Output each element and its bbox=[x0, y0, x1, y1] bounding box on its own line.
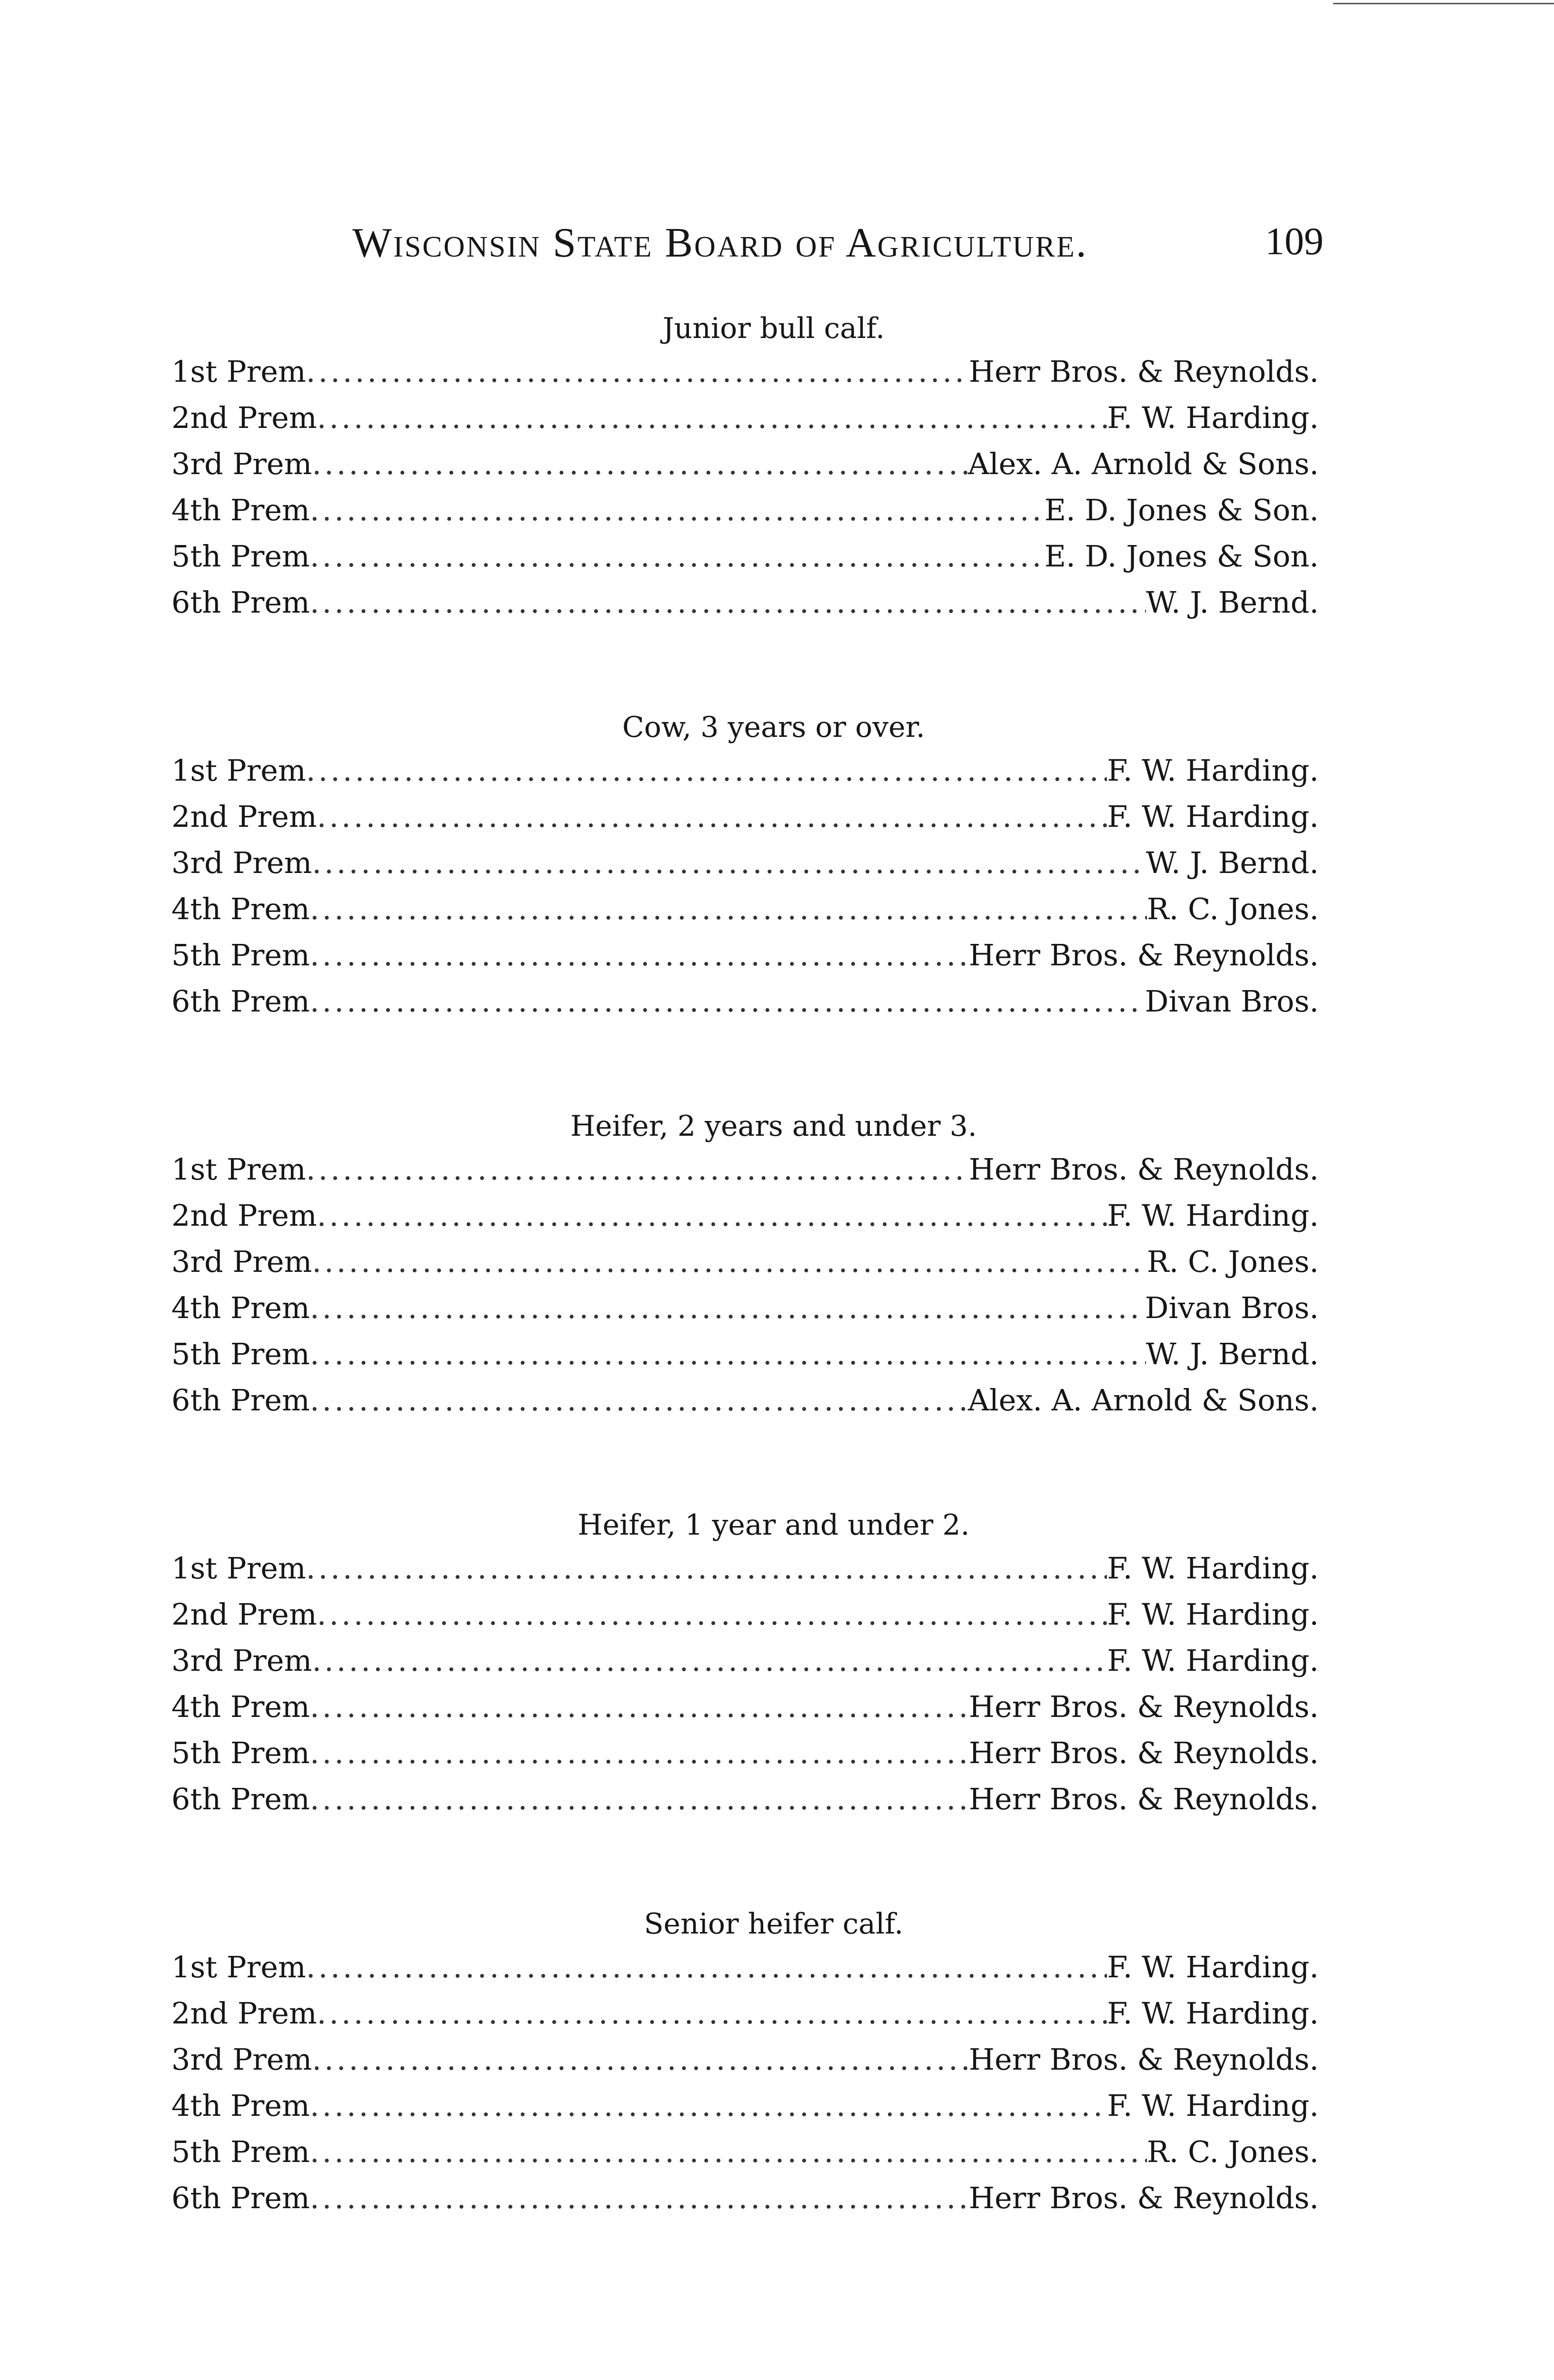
premium-winner: F. W. Harding. bbox=[1107, 753, 1319, 788]
premium-winner: E. D. Jones & Son. bbox=[1044, 539, 1319, 574]
premium-winner: R. C. Jones. bbox=[1146, 892, 1319, 926]
dot-leader bbox=[312, 441, 968, 487]
premium-place: 1st Prem bbox=[171, 753, 306, 788]
dot-leader bbox=[310, 2129, 1147, 2175]
premium-place: 2nd Prem bbox=[171, 799, 317, 834]
dot-leader bbox=[312, 1637, 1107, 1684]
section-heading: Heifer, 2 years and under 3. bbox=[570, 1110, 977, 1143]
premium-place: 3rd Prem bbox=[171, 845, 312, 880]
premium-winner: F. W. Harding. bbox=[1107, 1643, 1319, 1678]
premium-place: 2nd Prem bbox=[171, 400, 317, 435]
award-entry bbox=[171, 1331, 1319, 1377]
award-entry bbox=[171, 487, 1319, 533]
premium-winner: Herr Bros. & Reynolds. bbox=[968, 2042, 1319, 2077]
award-entry bbox=[171, 886, 1319, 932]
premium-winner: Herr Bros. & Reynolds. bbox=[968, 938, 1319, 972]
premium-place: 2nd Prem bbox=[171, 1996, 317, 2031]
dot-leader bbox=[312, 840, 1146, 886]
award-entry bbox=[171, 793, 1319, 840]
dot-leader bbox=[317, 395, 1107, 441]
premium-winner: F. W. Harding. bbox=[1107, 1597, 1319, 1632]
premium-winner: W. J. Bernd. bbox=[1146, 1337, 1319, 1371]
premium-place: 1st Prem bbox=[171, 1950, 306, 1984]
premium-winner: Divan Bros. bbox=[1145, 1290, 1319, 1325]
award-entry bbox=[171, 978, 1319, 1024]
section-heading: Cow, 3 years or over. bbox=[622, 711, 925, 744]
dot-leader bbox=[310, 932, 969, 978]
award-entry bbox=[171, 1990, 1319, 2036]
dot-leader bbox=[310, 1285, 1145, 1331]
award-entry bbox=[171, 747, 1319, 793]
premium-winner: R. C. Jones. bbox=[1146, 1244, 1319, 1279]
premium-winner: W. J. Bernd. bbox=[1146, 845, 1319, 880]
award-entry bbox=[171, 2129, 1319, 2175]
premium-place: 3rd Prem bbox=[171, 446, 312, 481]
premium-place: 5th Prem bbox=[171, 1735, 310, 1770]
page-number: 109 bbox=[1265, 219, 1324, 263]
award-entry bbox=[171, 1776, 1319, 1822]
dot-leader bbox=[317, 1192, 1107, 1239]
premium-place: 2nd Prem bbox=[171, 1597, 317, 1632]
premium-winner: F. W. Harding. bbox=[1107, 1198, 1319, 1233]
premium-place: 6th Prem bbox=[171, 2181, 310, 2215]
scan-edge-line bbox=[1333, 3, 1554, 4]
premium-winner: Herr Bros. & Reynolds. bbox=[968, 1152, 1319, 1187]
running-head-title: Wisconsin State Board of Agriculture. bbox=[352, 220, 1088, 266]
dot-leader bbox=[306, 348, 969, 395]
award-entry bbox=[171, 1684, 1319, 1730]
dot-leader bbox=[310, 978, 1145, 1024]
premium-place: 4th Prem bbox=[171, 1290, 310, 1325]
dot-leader bbox=[310, 2175, 969, 2221]
premium-place: 6th Prem bbox=[171, 1782, 310, 1816]
award-section bbox=[171, 1106, 1319, 1505]
dot-leader bbox=[306, 1545, 1107, 1591]
award-entry bbox=[171, 1377, 1319, 1423]
award-entry bbox=[171, 1285, 1319, 1331]
premium-place: 5th Prem bbox=[171, 938, 310, 972]
premium-winner: Herr Bros. & Reynolds. bbox=[968, 1735, 1319, 1770]
dot-leader bbox=[310, 1730, 969, 1776]
premium-winner: F. W. Harding. bbox=[1107, 1996, 1319, 2031]
premium-place: 1st Prem bbox=[171, 1152, 306, 1187]
premium-place: 6th Prem bbox=[171, 1383, 310, 1418]
dot-leader bbox=[310, 487, 1045, 533]
dot-leader bbox=[317, 793, 1107, 840]
premium-winner: Herr Bros. & Reynolds. bbox=[968, 1782, 1319, 1816]
premium-place: 5th Prem bbox=[171, 2134, 310, 2169]
dot-leader bbox=[310, 1776, 969, 1822]
dot-leader bbox=[312, 2036, 969, 2082]
premium-place: 4th Prem bbox=[171, 1689, 310, 1724]
premium-winner: R. C. Jones. bbox=[1146, 2134, 1319, 2169]
premium-place: 5th Prem bbox=[171, 1337, 310, 1371]
award-entry bbox=[171, 1146, 1319, 1192]
premium-place: 2nd Prem bbox=[171, 1198, 317, 1233]
dot-leader bbox=[310, 886, 1147, 932]
premium-place: 4th Prem bbox=[171, 2088, 310, 2123]
page-header bbox=[352, 214, 1324, 286]
award-section bbox=[171, 707, 1319, 1106]
premium-winner: Herr Bros. & Reynolds. bbox=[968, 1689, 1319, 1724]
award-entry bbox=[171, 348, 1319, 395]
award-entry bbox=[171, 932, 1319, 978]
premium-place: 1st Prem bbox=[171, 1551, 306, 1586]
award-entry bbox=[171, 533, 1319, 579]
section-heading: Heifer, 1 year and under 2. bbox=[578, 1508, 970, 1542]
premium-place: 6th Prem bbox=[171, 984, 310, 1019]
premium-winner: E. D. Jones & Son. bbox=[1044, 493, 1319, 527]
premium-winner: F. W. Harding. bbox=[1107, 1950, 1319, 1984]
premium-winner: F. W. Harding. bbox=[1107, 1551, 1319, 1586]
premium-place: 4th Prem bbox=[171, 493, 310, 527]
premium-winner: F. W. Harding. bbox=[1107, 799, 1319, 834]
award-entry bbox=[171, 579, 1319, 625]
premium-winner: Divan Bros. bbox=[1145, 984, 1319, 1019]
premium-place: 4th Prem bbox=[171, 892, 310, 926]
award-entry bbox=[171, 1944, 1319, 1990]
award-entry bbox=[171, 2082, 1319, 2129]
award-entry bbox=[171, 1239, 1319, 1285]
section-heading: Junior bull calf. bbox=[662, 312, 885, 345]
dot-leader bbox=[310, 1331, 1146, 1377]
award-entry bbox=[171, 441, 1319, 487]
award-section bbox=[171, 1904, 1319, 2303]
dot-leader bbox=[310, 533, 1045, 579]
award-entry bbox=[171, 2175, 1319, 2221]
dot-leader bbox=[317, 1990, 1107, 2036]
dot-leader bbox=[306, 747, 1107, 793]
award-entry bbox=[171, 1545, 1319, 1591]
dot-leader bbox=[310, 1684, 969, 1730]
dot-leader bbox=[310, 2082, 1107, 2129]
dot-leader bbox=[306, 1146, 969, 1192]
premium-winner: W. J. Bernd. bbox=[1146, 585, 1319, 620]
dot-leader bbox=[310, 579, 1146, 625]
premium-list bbox=[171, 308, 1319, 2303]
dot-leader bbox=[317, 1591, 1107, 1637]
premium-place: 3rd Prem bbox=[171, 2042, 312, 2077]
award-entry bbox=[171, 1192, 1319, 1239]
premium-winner: F. W. Harding. bbox=[1107, 400, 1319, 435]
award-section bbox=[171, 308, 1319, 707]
award-entry bbox=[171, 840, 1319, 886]
award-entry bbox=[171, 1637, 1319, 1684]
premium-place: 1st Prem bbox=[171, 354, 306, 389]
premium-winner: F. W. Harding. bbox=[1107, 2088, 1319, 2123]
premium-winner: Alex. A. Arnold & Sons. bbox=[968, 1383, 1319, 1418]
dot-leader bbox=[310, 1377, 968, 1423]
premium-winner: Herr Bros. & Reynolds. bbox=[968, 354, 1319, 389]
dot-leader bbox=[312, 1239, 1147, 1285]
premium-winner: Herr Bros. & Reynolds. bbox=[968, 2181, 1319, 2215]
premium-place: 3rd Prem bbox=[171, 1643, 312, 1678]
premium-place: 3rd Prem bbox=[171, 1244, 312, 1279]
premium-place: 6th Prem bbox=[171, 585, 310, 620]
award-entry bbox=[171, 1730, 1319, 1776]
award-section bbox=[171, 1505, 1319, 1904]
award-entry bbox=[171, 395, 1319, 441]
premium-place: 5th Prem bbox=[171, 539, 310, 574]
dot-leader bbox=[306, 1944, 1107, 1990]
section-heading: Senior heifer calf. bbox=[644, 1907, 904, 1941]
award-entry bbox=[171, 2036, 1319, 2082]
award-entry bbox=[171, 1591, 1319, 1637]
premium-winner: Alex. A. Arnold & Sons. bbox=[968, 446, 1319, 481]
